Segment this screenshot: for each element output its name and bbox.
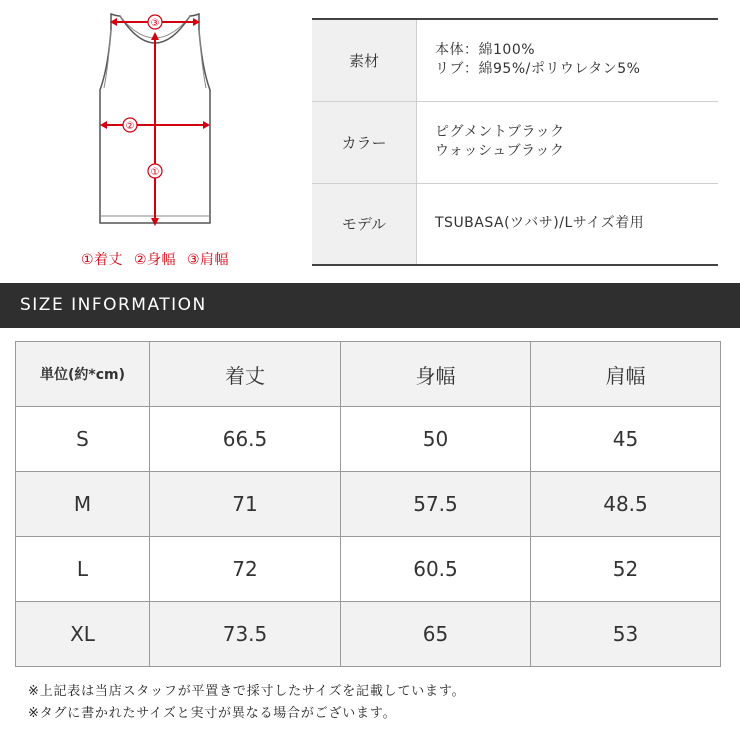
length-value: 71 — [150, 472, 341, 537]
header-unit: 単位(約*cm) — [16, 342, 150, 407]
header-length: 着丈 — [150, 342, 341, 407]
size-label: M — [16, 472, 150, 537]
size-information-banner: SIZE INFORMATION — [0, 283, 740, 328]
spec-row-color — [312, 101, 718, 183]
shoulder-value: 48.5 — [531, 472, 721, 537]
legend-length: ①着丈 — [80, 252, 124, 268]
length-marker-number: ① — [150, 167, 160, 178]
width-value: 60.5 — [341, 537, 531, 602]
spec-row-model — [312, 183, 718, 265]
size-label: S — [16, 407, 150, 472]
spec-value-line: リブ：綿95%/ポリウレタン5% — [435, 61, 641, 78]
header-width: 身幅 — [341, 342, 531, 407]
size-table-header-row — [16, 342, 721, 407]
spec-key-model: モデル — [312, 183, 417, 265]
spec-table — [312, 18, 718, 266]
header-shoulder: 肩幅 — [531, 342, 721, 407]
length-value: 73.5 — [150, 602, 341, 667]
shoulder-marker-number: ③ — [150, 18, 160, 29]
spec-value-line: ウォッシュブラック — [435, 143, 565, 159]
shoulder-value: 52 — [531, 537, 721, 602]
size-label: L — [16, 537, 150, 602]
spec-value-line: 本体：綿100% — [435, 42, 536, 59]
tank-top-outline — [60, 8, 250, 233]
table-row — [16, 407, 721, 472]
spec-value-line: TSUBASA(ツバサ)/Lサイズ着用 — [435, 215, 645, 232]
length-arrow-top — [151, 32, 159, 40]
table-row — [16, 537, 721, 602]
measurement-legend — [60, 249, 250, 269]
width-marker-number: ② — [125, 121, 135, 132]
shoulder-value: 45 — [531, 407, 721, 472]
spec-value-material — [417, 19, 719, 101]
spec-key-color: カラー — [312, 101, 417, 183]
measurement-notes — [28, 681, 465, 725]
note-line: ※上記表は当店スタッフが平置きで採寸したサイズを記載しています。 — [28, 684, 466, 699]
table-row — [16, 602, 721, 667]
length-value: 72 — [150, 537, 341, 602]
width-value: 65 — [341, 602, 531, 667]
size-label: XL — [16, 602, 150, 667]
length-value: 66.5 — [150, 407, 341, 472]
legend-shoulder: ③肩幅 — [186, 252, 230, 268]
width-value: 50 — [341, 407, 531, 472]
spec-value-color — [417, 101, 719, 183]
spec-value-line: ピグメントブラック — [435, 124, 565, 140]
spec-row-material — [312, 19, 718, 101]
table-row — [16, 472, 721, 537]
tank-top-diagram — [60, 8, 250, 233]
size-table — [15, 341, 721, 667]
spec-key-material: 素材 — [312, 19, 417, 101]
note-line: ※タグに書かれたサイズと実寸が異なる場合がございます。 — [28, 706, 397, 721]
spec-value-model — [417, 183, 719, 265]
shoulder-value: 53 — [531, 602, 721, 667]
legend-width: ②身幅 — [133, 252, 177, 268]
width-value: 57.5 — [341, 472, 531, 537]
